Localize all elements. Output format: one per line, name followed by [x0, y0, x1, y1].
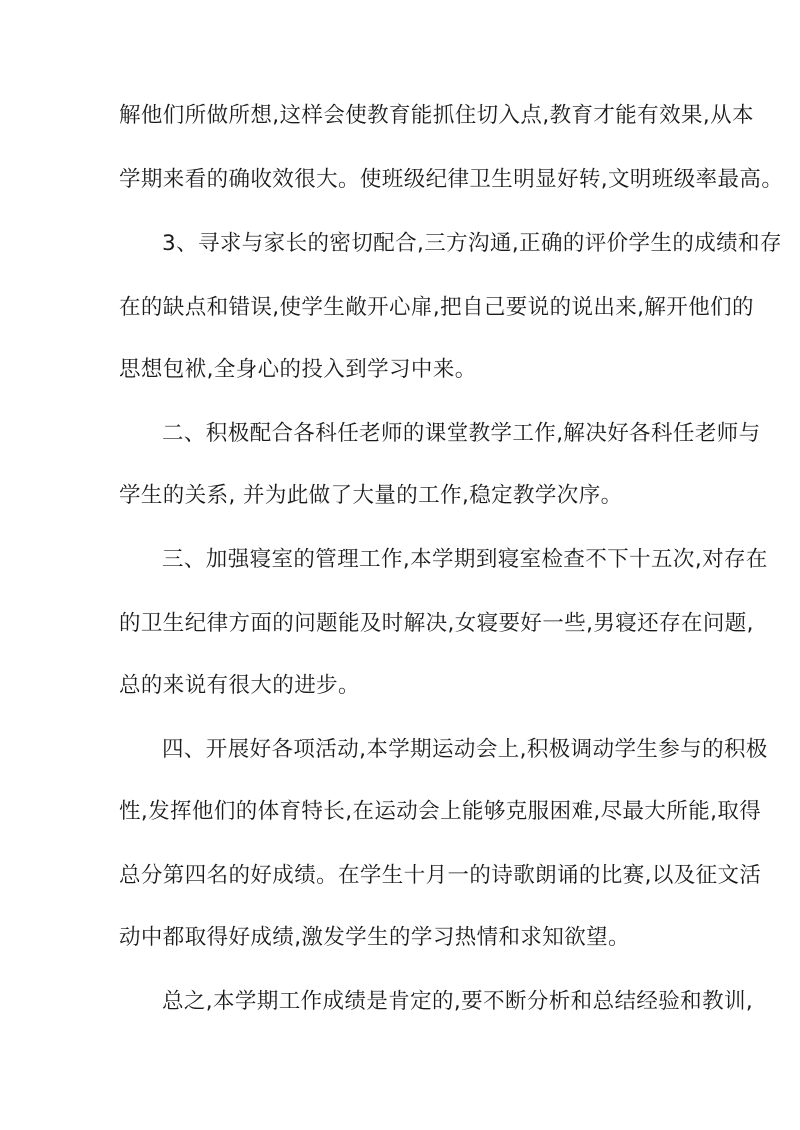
text-line-13: 总分第四名的好成绩。在学生十月一的诗歌朗诵的比赛,以及征文活 [119, 863, 762, 888]
text-line-10: 总的来说有很大的进步。 [119, 673, 360, 698]
text-line-4: 在的缺点和错误,使学生敞开心扉,把自己要说的说出来,解开他们的 [119, 295, 754, 320]
text-line-11: 四、开展好各项活动,本学期运动会上,积极调动学生参与的积极 [162, 737, 768, 762]
text-line-7: 学生的关系, 并为此做了大量的工作,稳定教学次序。 [119, 483, 623, 508]
text-line-15: 总之,本学期工作成绩是肯定的,要不断分析和总结经验和教训, [162, 989, 754, 1014]
text-line-3: 3、寻求与家长的密切配合,三方沟通,正确的评价学生的成绩和存 [162, 231, 782, 256]
text-line-9: 的卫生纪律方面的问题能及时解决,女寝要好一些,男寝还存在问题, [119, 611, 754, 636]
text-line-1: 解他们所做所想,这样会使教育能抓住切入点,教育才能有效果,从本 [119, 103, 754, 128]
text-line-8: 三、加强寝室的管理工作,本学期到寝室检查不下十五次,对存在 [162, 547, 768, 572]
text-line-2: 学期来看的确收效很大。使班级纪律卫生明显好转,文明班级率最高。 [119, 167, 784, 192]
text-line-6: 二、积极配合各科任老师的课堂教学工作,解决好各科任老师与 [162, 421, 761, 446]
text-line-5: 思想包袱,全身心的投入到学习中来。 [119, 357, 477, 382]
text-line-14: 动中都取得好成绩,激发学生的学习热情和求知欲望。 [119, 925, 630, 950]
text-line-12: 性,发挥他们的体育特长,在运动会上能够克服困难,尽最大所能,取得 [119, 799, 762, 824]
